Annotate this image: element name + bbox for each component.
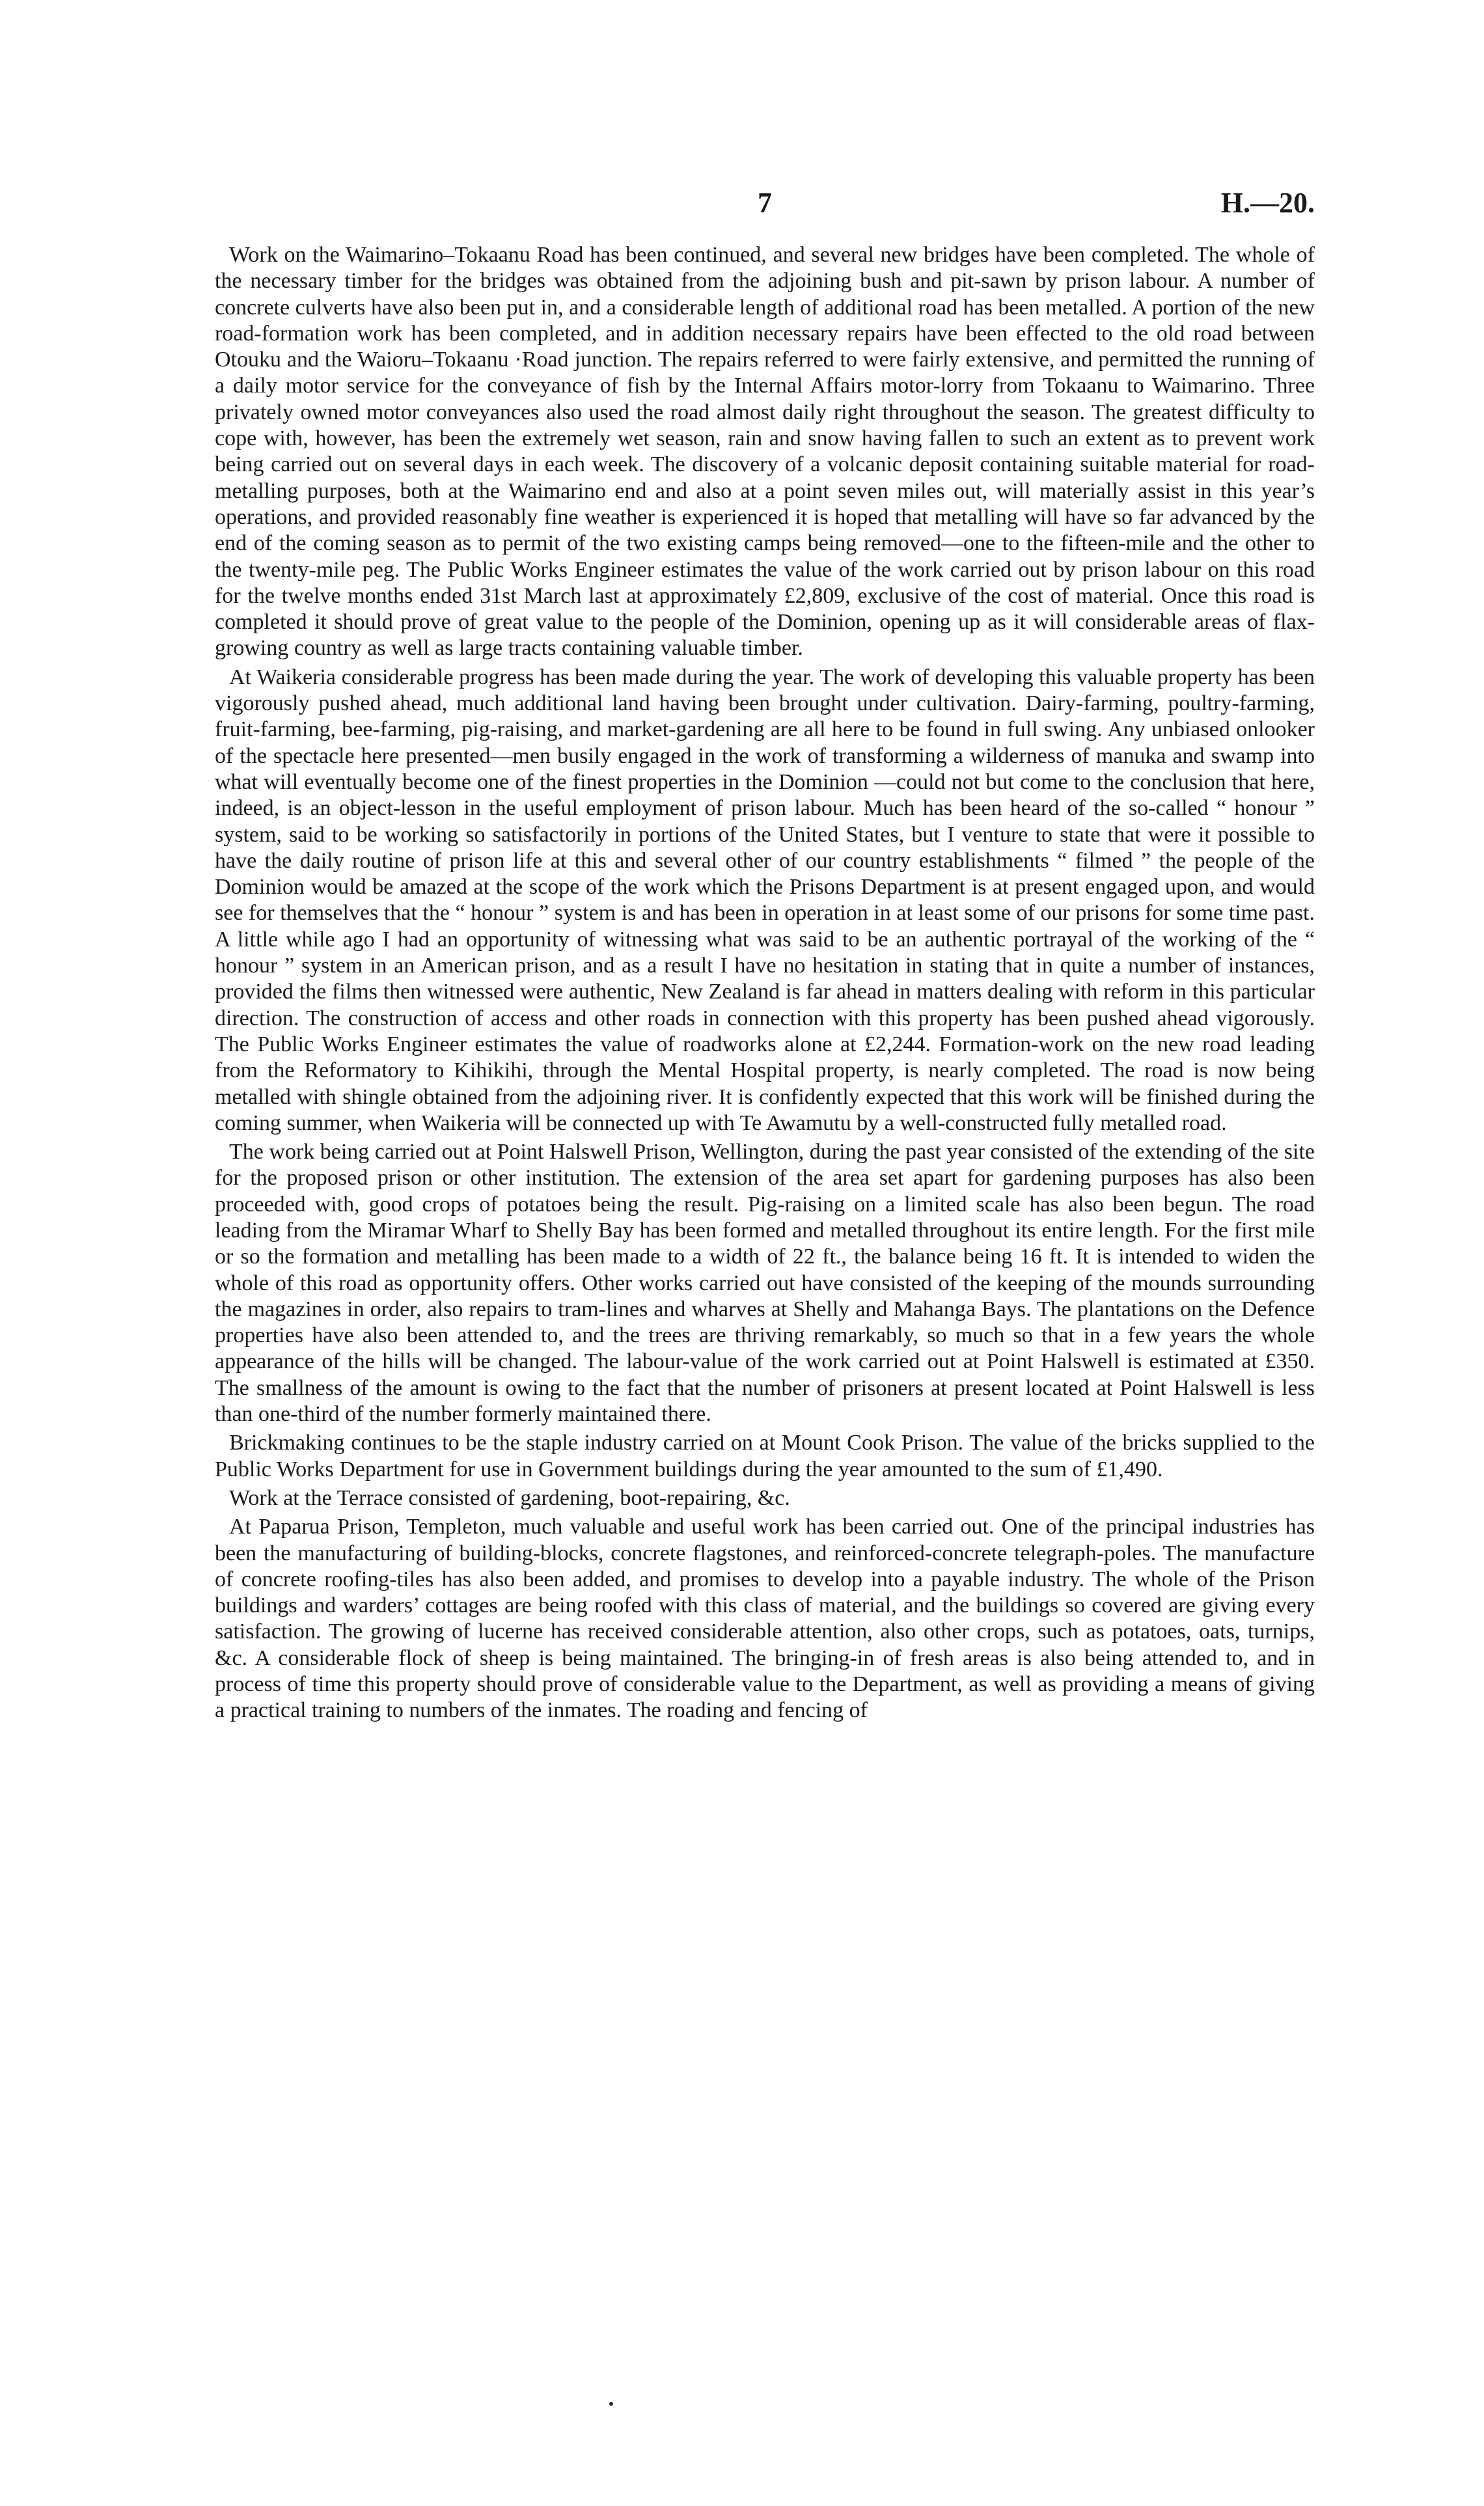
page-number: 7 [758,187,772,219]
footer-dot-mark [609,2402,613,2406]
document-reference: H.—20. [1220,187,1315,219]
page-header [215,184,1315,223]
body-text [215,242,1315,1727]
paragraph-waikeria: At Waikeria considerable progress has been made during the year. The work of developing this valuable property has been vigorously pushed ahead, much additional land having been brought under cultivation. Dairy-farming, poultry-farming, fruit-farming, bee-farming, pig-raising, and market-gardening are all here to be found in full swing. Any unbiased onlooker of the spectacle here presented—men busily engaged in the work of transforming a wilderness of manuka and swamp into what will eventually become one of the finest properties in the Dominion —could not but come to the conclusion that here, indeed, is an object-lesson in the useful employment of prison labour. Much has been heard of the so-called “ honour ” system, said to be working so satisfactorily in portions of the United States, but I venture to state that were it possible to have the daily routine of prison life at this and several other of our country establishments “ filmed ” the people of the Dominion would be amazed at the scope of the work which the Prisons Department is at present engaged upon, and would see for themselves that the “ honour ” system is and has been in operation in at least some of our prisons for some time past. A little while ago I had an opportunity of witnessing what was said to be an authentic portrayal of the working of the “ honour ” system in an American prison, and as a result I have no hesitation in stating that in quite a number of instances, provided the films then witnessed were authentic, New Zealand is far ahead in matters dealing with reform in this particular direction. The construction of access and other roads in connection with this property has been pushed ahead vigorously. The Public Works Engineer estimates the value of roadworks alone at £2,244. Formation-work on the new road leading from the Reformatory to Kihikihi, through the Mental Hospital property, is nearly completed. The road is now being metalled with shingle obtained from the adjoining river. It is confidently expected that this work will be finished during the coming summer, when Waikeria will be connected up with Te Awamutu by a well-constructed fully metalled road. [215,665,1315,1135]
paragraph-waimarino-road: Work on the Waimarino–Tokaanu Road has been continued, and several new bridges have been completed. The whole of the necessary timber for the bridges was obtained from the adjoining bush and pit-sawn by prison labour. A number of concrete culverts have also been put in, and a considerable length of additional road has been metalled. A portion of the new road-formation work has been completed, and in addition necessary repairs have been effected to the old road between Otouku and the Waioru–Tokaanu ·Road junction. The repairs referred to were fairly extensive, and permitted the running of a daily motor service for the conveyance of fish by the Internal Affairs motor-lorry from Tokaanu to Waimarino. Three privately owned motor conveyances also used the road almost daily right throughout the season. The greatest difficulty to cope with, however, has been the extremely wet season, rain and snow having fallen to such an extent as to prevent work being carried out on several days in each week. The discovery of a volcanic deposit containing suitable material for road-metalling purposes, both at the Waimarino end and also at a point seven miles out, will materially assist in this year’s operations, and provided reasonably fine weather is experienced it is hoped that metalling will have so far advanced by the end of the coming season as to permit of the two existing camps being removed—one to the fifteen-mile and the other to the twenty-mile peg. The Public Works Engineer estimates the value of the work carried out by prison labour on this road for the twelve months ended 31st March last at approximately £2,809, exclusive of the cost of material. Once this road is completed it should prove of great value to the people of the Dominion, opening up as it will considerable areas of flax-growing country as well as large tracts containing valuable timber. [215,243,1315,661]
paragraph-point-halswell: The work being carried out at Point Halswell Prison, Wellington, during the past year consisted of the extending of the site for the proposed prison or other institution. The extension of the area set apart for gardening purposes has also been proceeded with, good crops of potatoes being the result. Pig-raising on a limited scale has also been begun. The road leading from the Miramar Wharf to Shelly Bay has been formed and metalled throughout its entire length. For the first mile or so the formation and metalling has been made to a width of 22 ft., the balance being 16 ft. It is intended to widen the whole of this road as opportunity offers. Other works carried out have consisted of the keeping of the mounds surrounding the magazines in order, also repairs to tram-lines and wharves at Shelly and Mahanga Bays. The plantations on the Defence properties have also been attended to, and the trees are thriving remarkably, so much so that in a few years the whole appearance of the hills will be changed. The labour-value of the work carried out at Point Halswell is estimated at £350. The smallness of the amount is owing to the fact that the number of prisoners at present located at Point Halswell is less than one-third of the number formerly maintained there. [215,1140,1315,1427]
paragraph-mount-cook: Brickmaking continues to be the staple industry carried on at Mount Cook Prison. The value of the bricks supplied to the Public Works Department for use in Government buildings during the year amounted to the sum of £1,490. [215,1431,1315,1481]
paragraph-paparua: At Paparua Prison, Templeton, much valuable and useful work has been carried out. One of the principal industries has been the manufacturing of building-blocks, concrete flagstones, and reinforced-concrete telegraph-poles. The manufacture of concrete roofing-tiles has also been added, and promises to develop into a payable industry. The whole of the Prison buildings and warders’ cottages are being roofed with this class of material, and the buildings so covered are giving every satisfaction. The growing of lucerne has received considerable attention, also other crops, such as potatoes, oats, turnips, &c. A considerable flock of sheep is being maintained. The bringing-in of fresh areas is also being attended to, and in process of time this property should prove of considerable value to the Department, as well as providing a means of giving a practical training to numbers of the inmates. The roading and fencing of [215,1515,1315,1723]
paragraph-terrace: Work at the Terrace consisted of gardening, boot-repairing, &c. [229,1485,790,1510]
